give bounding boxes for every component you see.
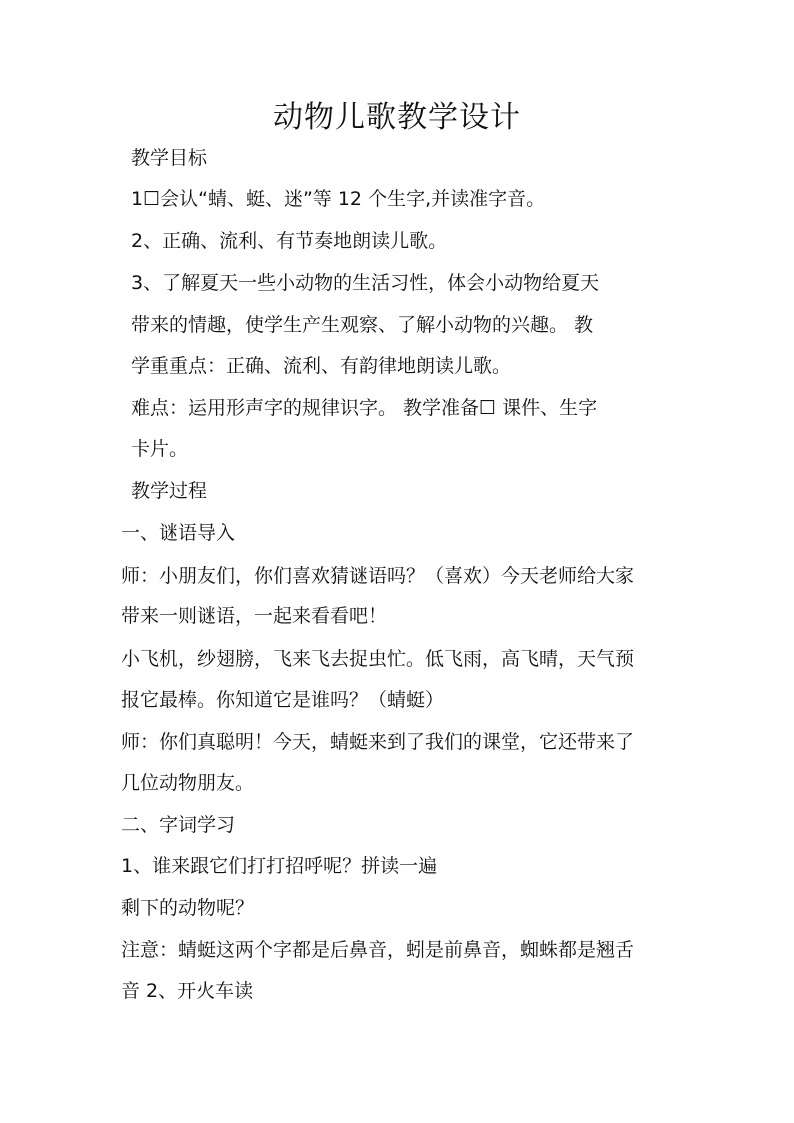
objective-2: 2、正确、流利、有节奏地朗读儿歌。: [131, 230, 448, 252]
document-title: 动物儿歌教学设计: [273, 100, 521, 135]
riddle-line-1: 小飞机，纱翅膀，飞来飞去捉虫忙。低飞雨，高飞晴，天气预: [121, 648, 635, 670]
objective-3-line-1: 3、了解夏天一些小动物的生活习性，体会小动物给夏天: [131, 272, 600, 294]
process-heading: 教学过程: [131, 480, 208, 502]
riddle-line-2: 报它最棒。你知道它是谁吗？（蜻蜓）: [121, 689, 445, 711]
paragraph-line: 1、谁来跟它们打打招呼呢？拼读一遍: [121, 855, 438, 877]
paragraph-line: 师：小朋友们，你们喜欢猜谜语吗？（喜欢）今天老师给大家: [121, 565, 635, 587]
paragraph-line: 几位动物朋友。: [121, 772, 255, 794]
objectives-heading: 教学目标: [131, 147, 208, 169]
paragraph-line: 带来一则谜语，一起来看看吧！: [121, 605, 388, 627]
section-2-heading: 二、字词学习: [121, 814, 236, 836]
materials-line: 卡片。: [131, 438, 189, 460]
section-1-heading: 一、谜语导入: [121, 522, 236, 544]
difficulties-line: 难点：运用形声字的规律识字。 教学准备☐ 课件、生字: [131, 397, 598, 419]
note-line-1: 注意：蜻蜓这两个字都是后鼻音，蚓是前鼻音，蜘蛛都是翘舌: [121, 939, 635, 961]
objective-3-line-2: 带来的情趣，使学生产生观察、了解小动物的兴趣。 教: [131, 314, 594, 336]
key-points-line: 学重重点：正确、流利、有韵律地朗读儿歌。: [131, 355, 512, 377]
paragraph-line: 剩下的动物呢？: [121, 897, 255, 919]
objective-1: 1☐会认“蜻、蜓、迷”等 12 个生字,并读准字音。: [131, 188, 546, 210]
paragraph-line: 师：你们真聪明！今天，蜻蜓来到了我们的课堂，它还带来了: [121, 731, 635, 753]
note-line-2: 音 2、开火车读: [121, 980, 254, 1002]
